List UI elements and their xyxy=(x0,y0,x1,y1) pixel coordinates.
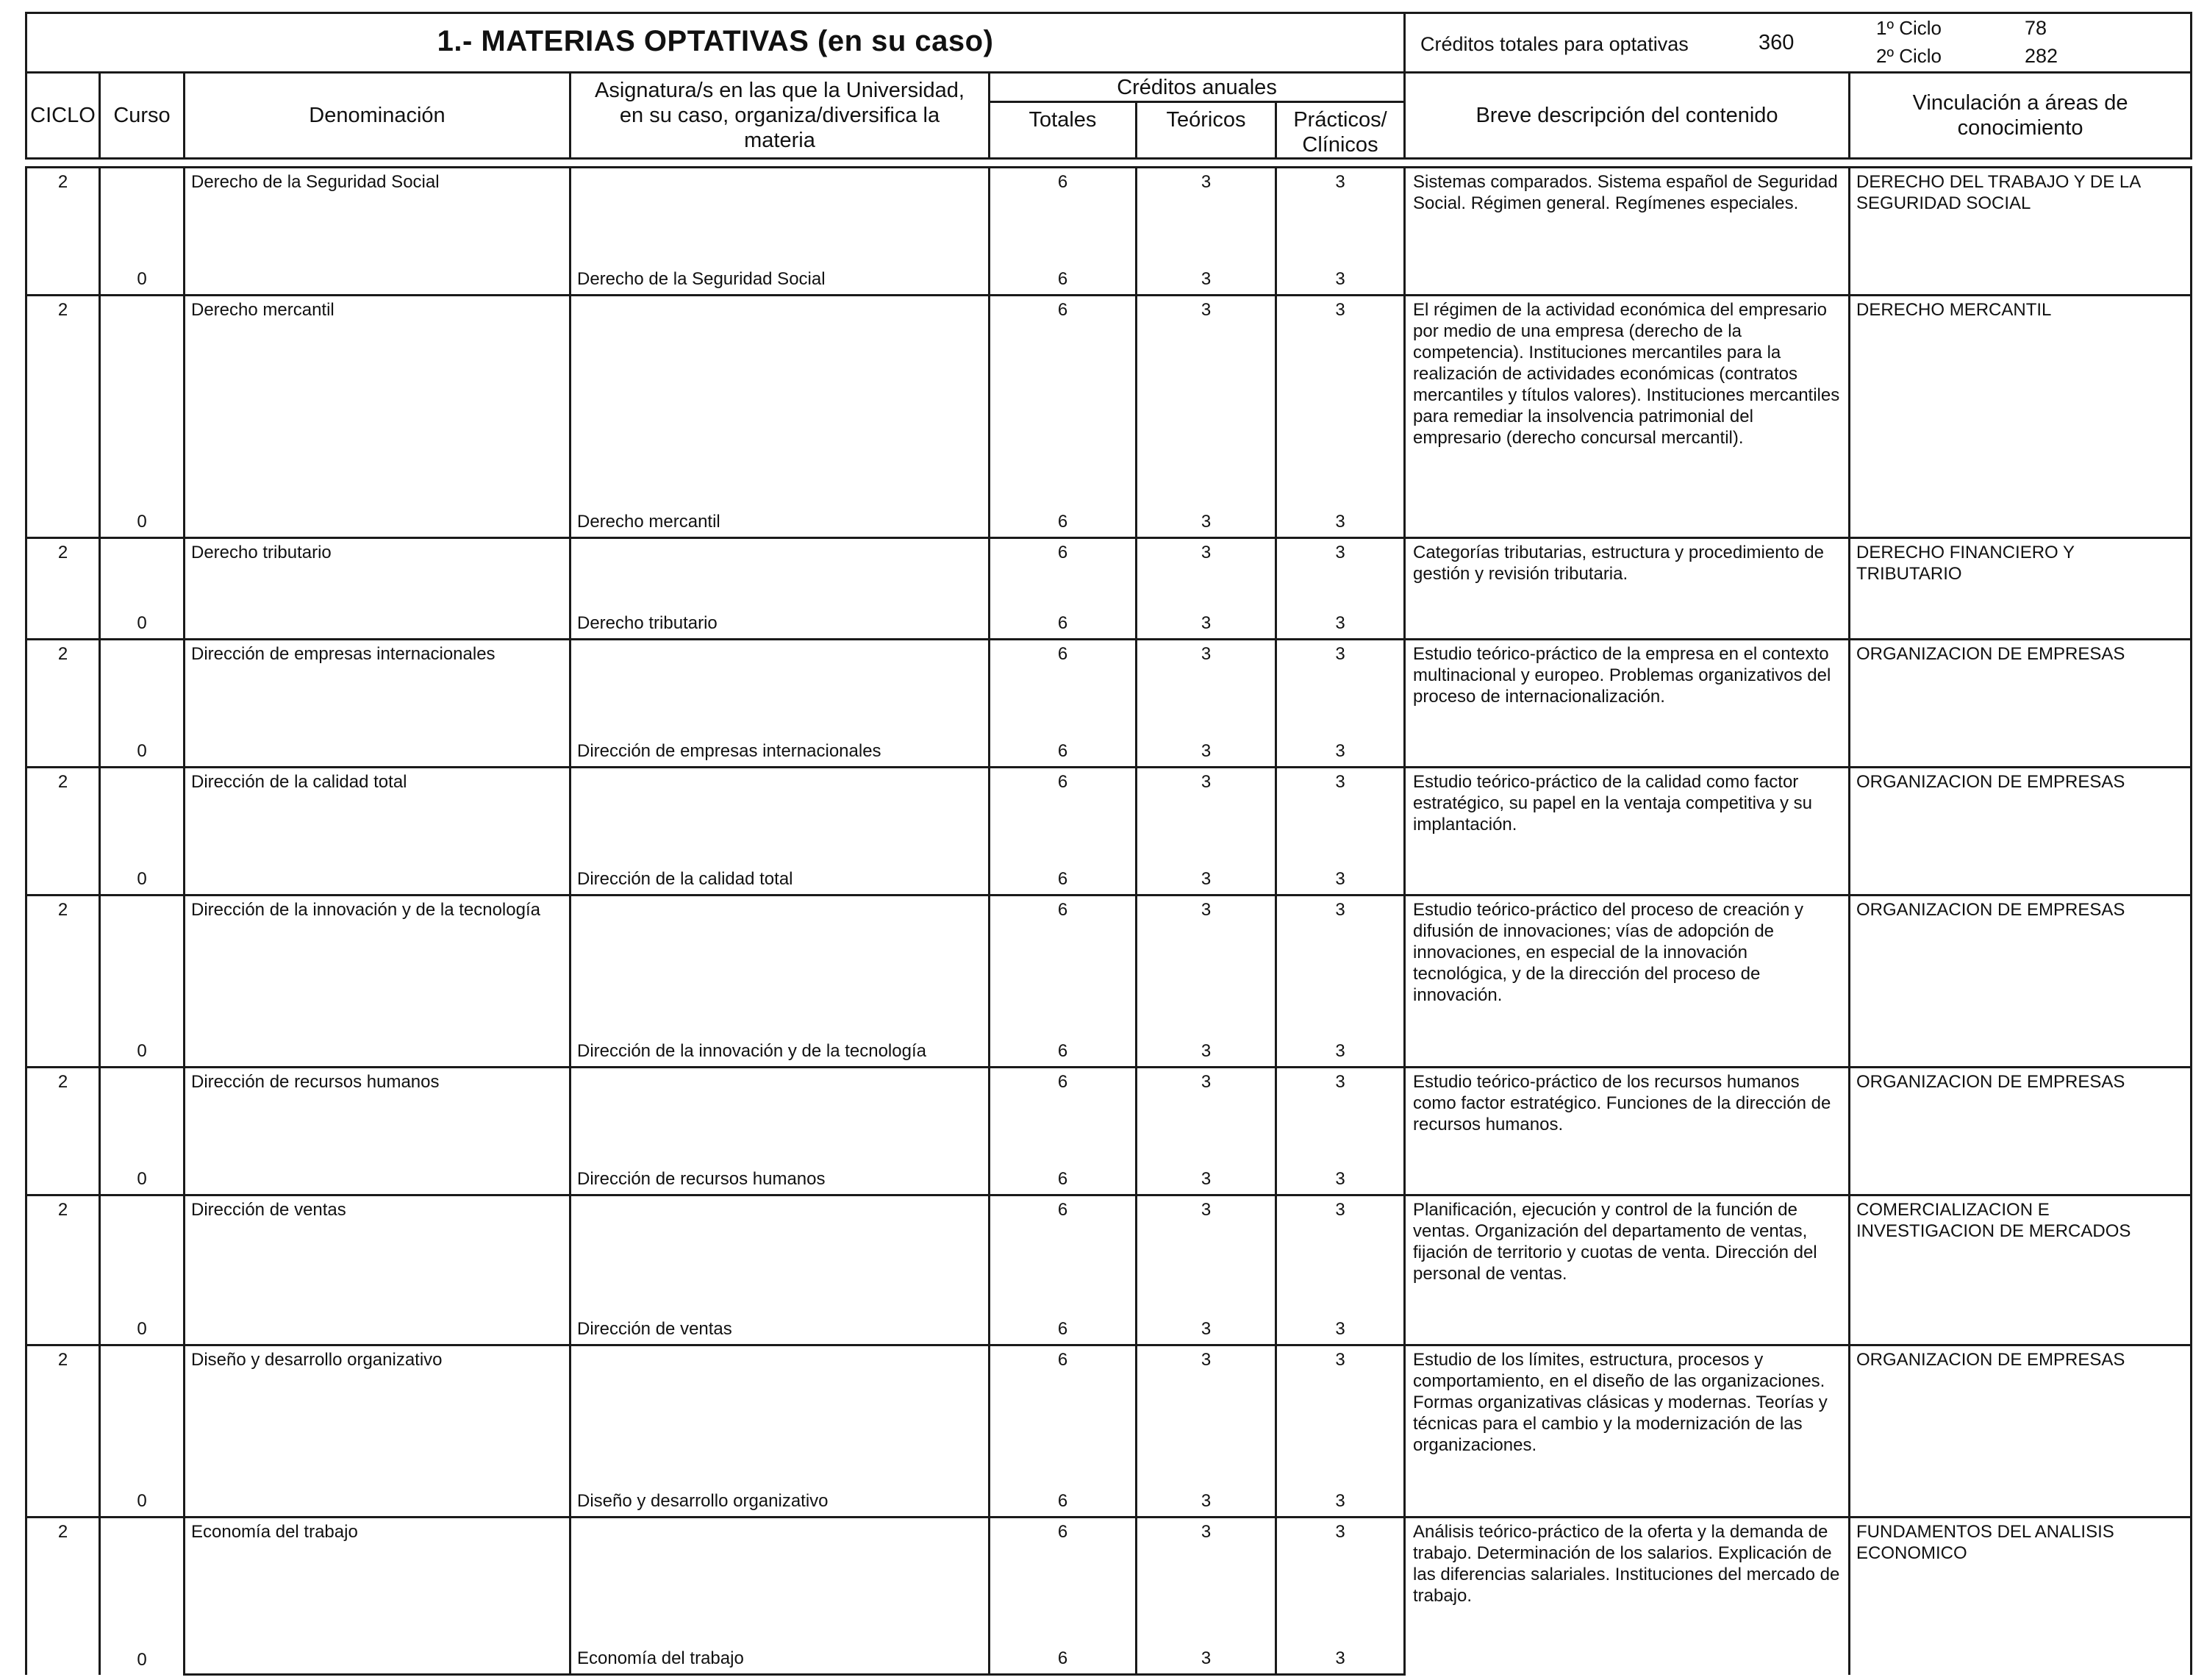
cell-area: DERECHO MERCANTIL xyxy=(1850,296,2192,538)
cell-totales: 6 xyxy=(990,768,1137,854)
cell-practicos: 3 xyxy=(1276,1518,1405,1626)
cell-teoricos-sub: 3 xyxy=(1137,854,1276,896)
table-row xyxy=(26,538,2192,598)
table-row xyxy=(26,1518,2192,1626)
cell-totales-sub: 6 xyxy=(990,254,1137,296)
totals-value: 360 xyxy=(1759,31,1795,54)
cell-ciclo: 2 xyxy=(26,1195,100,1345)
cell-descripcion: Estudio teórico-práctico de la empresa en el contexto multinacional y europeo. Problemas organizativos del proceso de internacionalización. xyxy=(1405,640,1850,768)
document xyxy=(25,12,2190,1676)
cell-denominacion-empty xyxy=(185,254,570,296)
cell-descripcion: Análisis teórico-práctico de la oferta y la demanda de trabajo. Determinación de los salarios. Explicación de las diferencias salariales. Instituciones del mercado de trabajo. xyxy=(1405,1518,1850,1675)
cell-denominacion-empty xyxy=(185,726,570,768)
cell-area: ORGANIZACION DE EMPRESAS xyxy=(1850,640,2192,768)
cell-area: DERECHO DEL TRABAJO Y DE LA SEGURIDAD SOCIAL xyxy=(1850,168,2192,296)
cycle1-label: 1º Ciclo xyxy=(1876,17,1942,39)
cell-teoricos-sub: 3 xyxy=(1137,491,1276,538)
cell-teoricos: 3 xyxy=(1137,640,1276,726)
cell-asignatura: Dirección de empresas internacionales xyxy=(570,726,990,768)
col-practicos: Prácticos/ Clínicos xyxy=(1276,102,1405,159)
cell-practicos: 3 xyxy=(1276,1068,1405,1154)
cell-denominacion: Derecho mercantil xyxy=(185,296,570,491)
cell-area: COMERCIALIZACION E INVESTIGACION DE MERCADOS xyxy=(1850,1195,2192,1345)
title-cell xyxy=(26,13,1405,73)
cell-curso: 0 xyxy=(100,896,185,1068)
cell-descripcion: Estudio teórico-práctico del proceso de creación y difusión de innovaciones; vías de adopción de innovaciones, en especial de la innovación tecnológica, y de la dirección del proceso de innovación. xyxy=(1405,896,1850,1068)
cell-totales: 6 xyxy=(990,1518,1137,1626)
cell-practicos: 3 xyxy=(1276,768,1405,854)
table-row xyxy=(26,1068,2192,1154)
cell-descripcion: Categorías tributarias, estructura y procedimiento de gestión y revisión tributaria. xyxy=(1405,538,1850,640)
cell-area: ORGANIZACION DE EMPRESAS xyxy=(1850,1345,2192,1518)
cell-denominacion: Derecho tributario xyxy=(185,538,570,598)
cell-totales-sub: 6 xyxy=(990,598,1137,640)
cell-totales-sub: 6 xyxy=(990,1626,1137,1675)
cell-asignatura-empty xyxy=(570,640,990,726)
cell-practicos-sub: 3 xyxy=(1276,1154,1405,1195)
page-title: 1.- MATERIAS OPTATIVAS (en su caso) xyxy=(437,25,994,57)
table-row xyxy=(26,1345,2192,1469)
cell-teoricos-sub: 3 xyxy=(1137,1026,1276,1068)
cell-totales-sub: 6 xyxy=(990,1469,1137,1518)
cell-practicos: 3 xyxy=(1276,896,1405,1026)
cell-practicos-sub: 3 xyxy=(1276,1026,1405,1068)
cell-asignatura-empty xyxy=(570,168,990,254)
cell-denominacion: Derecho de la Seguridad Social xyxy=(185,168,570,254)
cell-descripcion: Estudio de los límites, estructura, procesos y comportamiento, en el diseño de las organizaciones. Formas organizativas clásicas y modernas. Teorías y técnicas para el cambio y la modernización de las organizaciones. xyxy=(1405,1345,1850,1518)
cell-ciclo: 2 xyxy=(26,896,100,1068)
cell-curso: 0 xyxy=(100,296,185,538)
cell-practicos: 3 xyxy=(1276,1345,1405,1469)
cell-teoricos-sub: 3 xyxy=(1137,1469,1276,1518)
cell-curso: 0 xyxy=(100,168,185,296)
cell-descripcion: Estudio teórico-práctico de la calidad como factor estratégico, su papel en la ventaja competitiva y su implantación. xyxy=(1405,768,1850,896)
cell-totales-sub: 6 xyxy=(990,854,1137,896)
cell-practicos-sub: 3 xyxy=(1276,726,1405,768)
cell-denominacion: Dirección de empresas internacionales xyxy=(185,640,570,726)
cell-area: DERECHO FINANCIERO Y TRIBUTARIO xyxy=(1850,538,2192,640)
cell-totales-sub: 6 xyxy=(990,491,1137,538)
cell-practicos-sub: 3 xyxy=(1276,491,1405,538)
cell-descripcion: Planificación, ejecución y control de la función de ventas. Organización del departamento de ventas, fijación de territorio y cuotas de venta. Dirección del personal de ventas. xyxy=(1405,1195,1850,1345)
col-totales: Totales xyxy=(990,102,1137,159)
cell-teoricos: 3 xyxy=(1137,296,1276,491)
cell-asignatura-empty xyxy=(570,1068,990,1154)
cell-totales: 6 xyxy=(990,1345,1137,1469)
cell-practicos: 3 xyxy=(1276,640,1405,726)
col-denominacion: Denominación xyxy=(185,73,570,159)
cell-denominacion: Economía del trabajo xyxy=(185,1518,570,1626)
col-asignaturas: Asignatura/s en las que la Universidad, en su caso, organiza/diversifica la materia xyxy=(570,73,990,159)
cell-denominacion-empty xyxy=(185,1026,570,1068)
cell-teoricos: 3 xyxy=(1137,1345,1276,1469)
cell-area: ORGANIZACION DE EMPRESAS xyxy=(1850,896,2192,1068)
cell-asignatura-empty xyxy=(570,538,990,598)
table-row xyxy=(26,896,2192,1026)
cell-asignatura: Dirección de recursos humanos xyxy=(570,1154,990,1195)
cell-denominacion: Dirección de la calidad total xyxy=(185,768,570,854)
col-vinculacion: Vinculación a áreas de conocimiento xyxy=(1850,73,2192,159)
cell-asignatura: Economía del trabajo xyxy=(570,1626,990,1675)
cell-asignatura-empty xyxy=(570,1518,990,1626)
cell-practicos-sub: 3 xyxy=(1276,254,1405,296)
cell-teoricos-sub: 3 xyxy=(1137,726,1276,768)
cell-denominacion-empty xyxy=(185,1626,570,1675)
cell-teoricos-sub: 3 xyxy=(1137,1304,1276,1345)
col-curso: Curso xyxy=(100,73,185,159)
cell-asignatura: Dirección de la innovación y de la tecnología xyxy=(570,1026,990,1068)
cell-asignatura-empty xyxy=(570,1345,990,1469)
cell-practicos: 3 xyxy=(1276,538,1405,598)
cell-totales-sub: 6 xyxy=(990,1026,1137,1068)
cell-curso: 0 xyxy=(100,1195,185,1345)
cell-curso: 0 xyxy=(100,538,185,640)
totals-cell xyxy=(1405,13,2192,73)
cell-practicos-sub: 3 xyxy=(1276,1626,1405,1675)
cell-ciclo: 2 xyxy=(26,768,100,896)
cell-asignatura: Diseño y desarrollo organizativo xyxy=(570,1469,990,1518)
cell-teoricos: 3 xyxy=(1137,538,1276,598)
cell-practicos: 3 xyxy=(1276,168,1405,254)
cell-area: FUNDAMENTOS DEL ANALISIS ECONOMICO xyxy=(1850,1518,2192,1675)
cell-ciclo: 2 xyxy=(26,168,100,296)
cell-asignatura-empty xyxy=(570,296,990,491)
cell-practicos-sub: 3 xyxy=(1276,854,1405,896)
cell-teoricos: 3 xyxy=(1137,896,1276,1026)
col-descripcion: Breve descripción del contenido xyxy=(1405,73,1850,159)
table-row xyxy=(26,168,2192,254)
cell-denominacion-empty xyxy=(185,1154,570,1195)
cell-ciclo: 2 xyxy=(26,640,100,768)
cycle2-label: 2º Ciclo xyxy=(1876,45,1942,67)
cell-totales: 6 xyxy=(990,168,1137,254)
cell-ciclo: 2 xyxy=(26,538,100,640)
cell-totales: 6 xyxy=(990,896,1137,1026)
cell-practicos-sub: 3 xyxy=(1276,1469,1405,1518)
cell-totales: 6 xyxy=(990,1068,1137,1154)
cell-asignatura: Dirección de la calidad total xyxy=(570,854,990,896)
cell-totales: 6 xyxy=(990,538,1137,598)
cell-totales-sub: 6 xyxy=(990,726,1137,768)
cell-denominacion-empty xyxy=(185,1469,570,1518)
cycle1-value: 78 xyxy=(2025,17,2047,39)
cell-curso: 0 xyxy=(100,768,185,896)
cell-descripcion: El régimen de la actividad económica del empresario por medio de una empresa (derecho de la competencia). Instituciones mercantiles para la realización de actividades económicas (contratos mercantiles y títulos valores). Instituciones mercantiles para remediar la insolvencia patrimonial del empresario (derecho concursal mercantil). xyxy=(1405,296,1850,538)
cell-denominacion-empty xyxy=(185,598,570,640)
cell-totales-sub: 6 xyxy=(990,1304,1137,1345)
cell-teoricos-sub: 3 xyxy=(1137,1626,1276,1675)
cell-ciclo: 2 xyxy=(26,1068,100,1195)
cell-asignatura: Derecho de la Seguridad Social xyxy=(570,254,990,296)
cell-curso: 0 xyxy=(100,1345,185,1518)
col-creditos-anuales: Créditos anuales xyxy=(990,73,1405,102)
cell-denominacion: Dirección de la innovación y de la tecnología xyxy=(185,896,570,1026)
cell-descripcion: Estudio teórico-práctico de los recursos humanos como factor estratégico. Funciones de la dirección de recursos humanos. xyxy=(1405,1068,1850,1195)
cell-teoricos-sub: 3 xyxy=(1137,254,1276,296)
cell-totales: 6 xyxy=(990,296,1137,491)
optativas-table xyxy=(25,12,2192,1676)
table-row xyxy=(26,768,2192,854)
cell-denominacion: Dirección de ventas xyxy=(185,1195,570,1304)
cell-denominacion-empty xyxy=(185,1304,570,1345)
cell-curso: 0 xyxy=(100,640,185,768)
cell-curso: 0 xyxy=(100,1518,185,1675)
cell-descripcion: Sistemas comparados. Sistema español de Seguridad Social. Régimen general. Regímenes especiales. xyxy=(1405,168,1850,296)
cell-asignatura-empty xyxy=(570,768,990,854)
cell-teoricos: 3 xyxy=(1137,1068,1276,1154)
cell-asignatura: Derecho tributario xyxy=(570,598,990,640)
table-body xyxy=(26,168,2192,1675)
cell-totales: 6 xyxy=(990,1195,1137,1304)
cell-teoricos: 3 xyxy=(1137,768,1276,854)
table-row xyxy=(26,1195,2192,1304)
cell-teoricos: 3 xyxy=(1137,1195,1276,1304)
table-row xyxy=(26,296,2192,491)
cell-practicos-sub: 3 xyxy=(1276,1304,1405,1345)
cell-denominacion: Dirección de recursos humanos xyxy=(185,1068,570,1154)
cell-area: ORGANIZACION DE EMPRESAS xyxy=(1850,1068,2192,1195)
cell-totales: 6 xyxy=(990,640,1137,726)
cell-asignatura: Derecho mercantil xyxy=(570,491,990,538)
cell-asignatura-empty xyxy=(570,896,990,1026)
cell-ciclo: 2 xyxy=(26,1518,100,1675)
totals-label: Créditos totales para optativas xyxy=(1420,33,1689,55)
cell-teoricos: 3 xyxy=(1137,168,1276,254)
cell-teoricos-sub: 3 xyxy=(1137,1154,1276,1195)
cell-asignatura: Dirección de ventas xyxy=(570,1304,990,1345)
cell-asignatura-empty xyxy=(570,1195,990,1304)
cell-practicos: 3 xyxy=(1276,1195,1405,1304)
cell-ciclo: 2 xyxy=(26,296,100,538)
cell-curso: 0 xyxy=(100,1068,185,1195)
cell-totales-sub: 6 xyxy=(990,1154,1137,1195)
cell-denominacion: Diseño y desarrollo organizativo xyxy=(185,1345,570,1469)
cell-area: ORGANIZACION DE EMPRESAS xyxy=(1850,768,2192,896)
col-teoricos: Teóricos xyxy=(1137,102,1276,159)
cell-denominacion-empty xyxy=(185,491,570,538)
cell-teoricos-sub: 3 xyxy=(1137,598,1276,640)
cell-practicos: 3 xyxy=(1276,296,1405,491)
table-row xyxy=(26,640,2192,726)
cell-teoricos: 3 xyxy=(1137,1518,1276,1626)
cell-denominacion-empty xyxy=(185,854,570,896)
cell-practicos-sub: 3 xyxy=(1276,598,1405,640)
cycle2-value: 282 xyxy=(2025,45,2058,67)
cell-ciclo: 2 xyxy=(26,1345,100,1518)
col-ciclo: CICLO xyxy=(26,73,100,159)
